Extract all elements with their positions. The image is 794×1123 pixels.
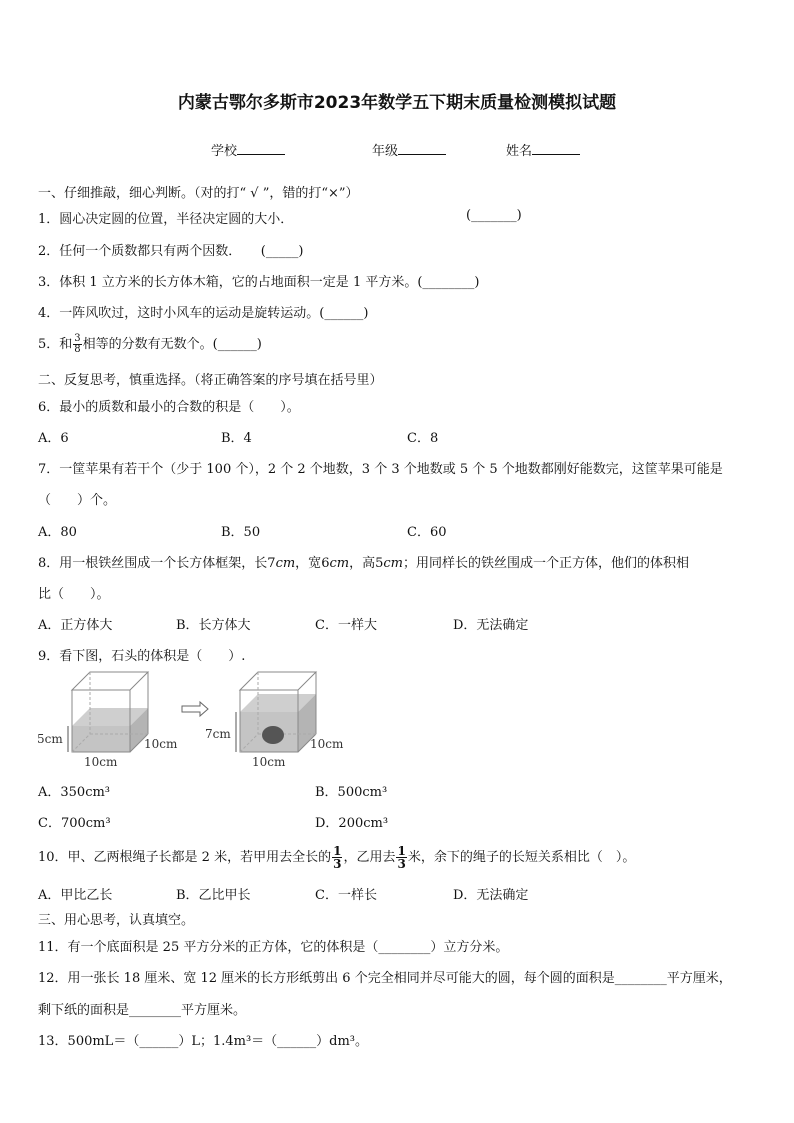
- q9-option-a[interactable]: A．350cm³: [38, 785, 111, 800]
- q10-option-b[interactable]: B．乙比甲长: [176, 888, 251, 903]
- q10-option-c[interactable]: C．一样长: [315, 888, 377, 903]
- q10-option-d[interactable]: D．无法确定: [453, 888, 529, 903]
- section-3-heading: 三、用心思考，认真填空。: [38, 913, 195, 928]
- q10-frac2-denominator: 3: [397, 857, 406, 871]
- section-1-heading: 一、仔细推敲，细心判断。（对的打“ √ ”，错的打“×”）: [38, 186, 359, 201]
- q5-fraction: [73, 334, 81, 355]
- question-9-figure: [36, 668, 366, 778]
- page-title: 内蒙古鄂尔多斯市2023年数学五下期末质量检测模拟试题: [177, 93, 617, 113]
- q8-option-d[interactable]: D．无法确定: [453, 618, 529, 633]
- q10-fraction-2: [396, 845, 406, 870]
- q6-option-a[interactable]: A．6: [38, 431, 69, 446]
- q5-prefix: 5．和: [38, 337, 73, 352]
- school-blank[interactable]: [237, 142, 285, 155]
- q7-option-a[interactable]: A．80: [38, 525, 77, 540]
- q5-denominator: 8: [74, 344, 81, 355]
- q8-option-c[interactable]: C．一样大: [315, 618, 377, 633]
- question-6: 6．最小的质数和最小的合数的积是（ ）。: [38, 400, 300, 415]
- q5-suffix: 相等的分数有无数个。(______): [82, 337, 262, 352]
- q8-length: 7: [267, 556, 276, 571]
- grade-label: 年级: [372, 144, 399, 159]
- school-label: 学校: [211, 144, 238, 159]
- q10-text-b: ，乙用去: [343, 850, 396, 865]
- section-2-heading: 二、反复思考，慎重选择。（将正确答案的序号填在括号里）: [38, 373, 383, 388]
- school-field: [211, 140, 285, 159]
- question-11: 11．有一个底面积是 25 平方分米的正方体，它的体积是（________）立方分米。: [38, 940, 509, 955]
- q10-frac2-numerator: 1: [397, 844, 406, 858]
- container-diagram: [36, 668, 366, 774]
- right-width-label: 10cm: [252, 755, 286, 769]
- question-5: [38, 333, 262, 355]
- q10-text-c: 米，余下的绳子的长短关系相比（ ）。: [407, 850, 636, 865]
- question-1: 1．圆心决定圆的位置，半径决定圆的大小．: [38, 212, 294, 227]
- grade-blank[interactable]: [398, 142, 446, 155]
- question-3: 3．体积 1 立方米的长方体木箱，它的占地面积一定是 1 平方米。(________): [38, 275, 480, 290]
- q10-option-a[interactable]: A．甲比乙长: [38, 888, 113, 903]
- name-label: 姓名: [506, 144, 533, 159]
- question-8-line-1: [38, 552, 689, 571]
- q10-text-a: 10．甲、乙两根绳子长都是 2 米，若甲用去全长的: [38, 850, 332, 865]
- question-7-line-2: （ ）个。: [38, 493, 117, 508]
- question-4: 4．一阵风吹过，这时小风车的运动是旋转运动。(______): [38, 306, 369, 321]
- q8-text-b: ，宽: [295, 556, 322, 571]
- q8-unit-3: cm: [383, 556, 403, 571]
- q8-option-b[interactable]: B．长方体大: [176, 618, 251, 633]
- container-after: [205, 672, 344, 769]
- q8-unit-2: cm: [329, 556, 350, 571]
- q7-option-b[interactable]: B．50: [221, 525, 261, 540]
- q8-text-c: ，高: [349, 556, 376, 571]
- question-8-line-2: 比（ ）。: [38, 587, 110, 602]
- q5-numerator: 3: [74, 333, 81, 344]
- container-before: [37, 672, 178, 769]
- stone-shape: [262, 726, 284, 744]
- left-height-label: 5cm: [37, 732, 63, 746]
- left-depth-label: 10cm: [144, 737, 178, 751]
- q9-option-d[interactable]: D．200cm³: [315, 816, 389, 831]
- arrow-icon: [182, 702, 208, 716]
- q6-option-c[interactable]: C．8: [407, 431, 439, 446]
- question-9: 9．看下图，石头的体积是（ ）.: [38, 649, 246, 664]
- q9-option-b[interactable]: B．500cm³: [315, 785, 388, 800]
- q6-option-b[interactable]: B．4: [221, 431, 252, 446]
- q10-frac1-numerator: 1: [333, 844, 342, 858]
- q8-height: 5: [375, 556, 384, 571]
- q9-option-c[interactable]: C．700cm³: [38, 816, 111, 831]
- question-13: 13．500mL＝（______）L；1.4m³＝（______）dm³。: [38, 1034, 369, 1049]
- question-1-answer[interactable]: (_______): [466, 208, 522, 223]
- q8-width: 6: [321, 556, 330, 571]
- q8-option-a[interactable]: A．正方体大: [38, 618, 113, 633]
- name-blank[interactable]: [532, 142, 580, 155]
- left-width-label: 10cm: [84, 755, 118, 769]
- q7-option-c[interactable]: C．60: [407, 525, 447, 540]
- grade-field: [372, 140, 446, 159]
- q8-text-a: 8．用一根铁丝围成一个长方体框架，长: [38, 556, 268, 571]
- question-7-line-1: 7．一筐苹果有若干个（少于 100 个），2 个 2 个地数，3 个 3 个地数或 5 个 5 个地数都刚好能数完，这筐苹果可能是: [38, 462, 723, 477]
- question-12-line-2: 剩下纸的面积是________平方厘米。: [38, 1003, 247, 1018]
- name-field: [506, 140, 580, 159]
- question-2: 2．任何一个质数都只有两个因数． (_____): [38, 244, 304, 259]
- question-10: [38, 845, 635, 870]
- q8-text-d: ；用同样长的铁丝围成一个正方体，他们的体积相: [402, 556, 689, 571]
- q10-fraction-1: [332, 845, 342, 870]
- q10-frac1-denominator: 3: [333, 857, 342, 871]
- question-12-line-1: 12．用一张长 18 厘米、宽 12 厘米的长方形纸剪出 6 个完全相同并尽可能大的圆，每个圆的面积是________平方厘米，: [38, 971, 732, 986]
- right-height-label: 7cm: [205, 727, 231, 741]
- right-depth-label: 10cm: [310, 737, 344, 751]
- q8-unit-1: cm: [275, 556, 296, 571]
